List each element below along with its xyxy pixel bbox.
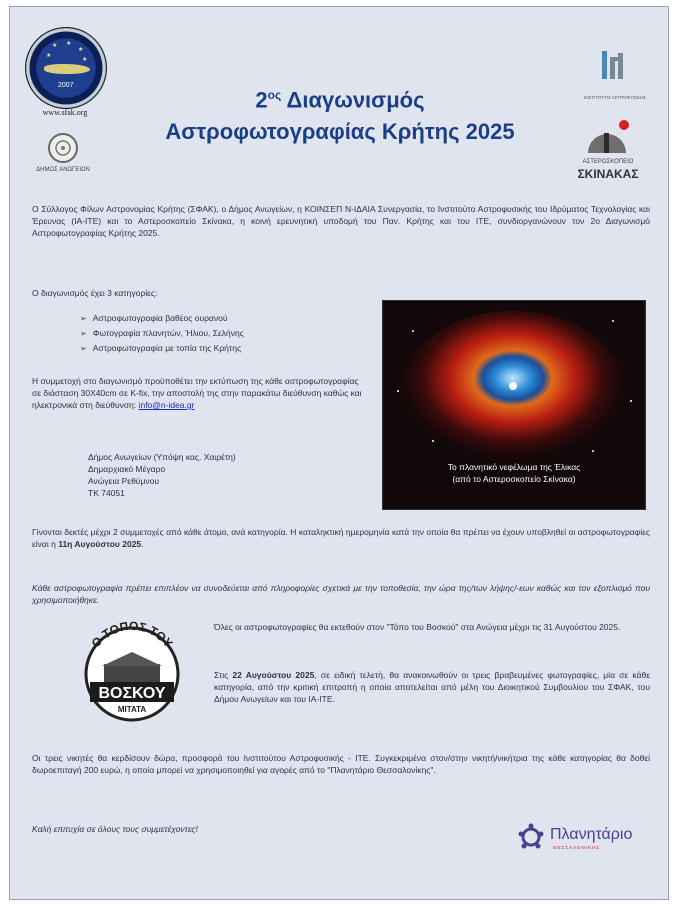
- address-line: Δημαρχιακό Μέγαρο: [88, 464, 166, 474]
- dimos-label: ΔΗΜΟΣ ΑΝΩΓΕΙΩΝ: [36, 167, 90, 173]
- deadline-date: 11η Αυγούστου 2025: [58, 539, 142, 549]
- list-item: ➢ Αστροφωτογραφία βαθέος ουρανού: [80, 313, 228, 323]
- planetarium-name: Πλανητάριο: [550, 826, 633, 843]
- categories-list: [80, 312, 350, 357]
- skinakas-label-small: ΑΣΤΕΡΟΣΚΟΠΕΙΟ: [582, 159, 634, 165]
- page-title: [120, 79, 560, 148]
- email-link[interactable]: info@n-idea.gr: [138, 400, 195, 410]
- logo-main-text: ΒΟΣΚΟΥ: [98, 685, 166, 702]
- star-icon: ★: [52, 43, 58, 49]
- crete-map-icon: [44, 64, 90, 74]
- logo-sub-text: ΜΙΤΑΤΑ: [117, 705, 147, 714]
- logo-top-text: Ο ΤΟΠΟΣ ΤΟΥ: [88, 618, 176, 651]
- info-paragraph: Κάθε αστροφωτογραφία πρέπει επιπλέον να συνοδεύεται από πληροφορίες σχετικά με την τοποθεσία, την ώρα της/των λήψης/-εων καθώς και τον εξοπλισμό που χρησιμοποιήθηκε.: [32, 583, 650, 605]
- skinakas-label-big: ΣΚΙΝΑΚΑΣ: [577, 167, 639, 181]
- arrow-bullet-icon: ➢: [80, 344, 87, 353]
- entries-paragraph: Γίνονται δεκτές μέχρι 2 συμμετοχές από κάθε άτομο, ανά κατηγορία. Η καταληκτική ημερομηνία κατά την οποία θα πρέπει να έχουν υποβληθεί οι αστροφωτογραφίες είναι η 11η Αυγούστου 2025.: [32, 527, 650, 549]
- title-ordinal: ος: [267, 88, 282, 102]
- list-item: ➢ Αστροφωτογραφία με τοπία της Κρήτης: [80, 343, 242, 353]
- sfak-url[interactable]: www.sfak.org: [42, 108, 88, 117]
- prizes-paragraph: Οι τρεις νικητές θα κερδίσουν δώρα, προσφορά του Ινστιτούτου Αστροφυσικής - ΙΤΕ. Συγκεκριμένα στον/στην νικητή/νικήτρια της κάθε κατηγορίας θα δοθεί δωροεπιταγή 200 ευρώ, η οποία μπορεί να χρησιμοποιηθεί για αγορές από το "Πλανητάριο Θεσσαλονίκης".: [32, 753, 650, 775]
- closing-text: Καλή επιτυχία σε όλους τους συμμετέχοντες!: [32, 824, 198, 834]
- entries-text: Γίνονται δεκτές μέχρι 2 συμμετοχές από κάθε άτομο, ανά κατηγορία. Η καταληκτική ημερομηνία κατά την οποία θα πρέπει να έχουν υποβληθεί οι αστροφωτογραφίες είναι η: [32, 527, 650, 549]
- mailing-address: [88, 451, 348, 499]
- title-line1: Διαγωνισμός: [281, 87, 425, 113]
- star-icon: ★: [78, 47, 84, 53]
- list-item: ➢ Φωτογραφία πλανητών, Ήλιου, Σελήνης: [80, 328, 244, 338]
- address-line: Ανώγεια Ρεθύμνου: [88, 476, 159, 486]
- logo-year: 2007: [58, 82, 74, 89]
- planetarium-logo-icon: [516, 822, 546, 852]
- iaite-logo-icon: [598, 49, 628, 81]
- star-icon: ★: [66, 41, 72, 47]
- intro-paragraph: Ο Σύλλογος Φίλων Αστρονομίας Κρήτης (ΣΦΑΚ), ο Δήμος Ανωγείων, η ΚΟΙΝΣΕΠ Ν-ΙΔΑΙΑ Συνεργασία, το Ινστιτούτο Αστροφυσικής του Ιδρύματος Τεχνολογίας και Έρευνας (ΙΑ-ΙΤΕ) και το Αστεροσκοπείο Σκίνακα, η κοινή ερευνητική υποδομή του Παν. Κρήτης και του ΙΤΕ, συνδιοργανώνουν τον 2ο Διαγωνισμό Αστροφωτογραφίας Κρήτης 2025.: [32, 204, 650, 238]
- topos-tou-voskou-logo: [72, 618, 192, 724]
- participation-paragraph: [32, 375, 362, 411]
- planetarium-sub: ΘΕΣΣΑΛΟΝΙΚΗΣ: [553, 845, 601, 850]
- ceremony-date: 22 Αυγούστου 2025: [232, 670, 315, 680]
- exhibit-paragraph: Όλες οι αστροφωτογραφίες θα εκτεθούν στον "Τόπο του Βοσκού" στα Ανώγεια μέχρι τις 31 Αυγούστου 2025.: [214, 622, 621, 632]
- iaite-label: ΙΝΣΤΙΤΟΥΤΟ ΑΣΤΡΟΦΥΣΙΚΗΣ: [583, 95, 647, 100]
- dimos-seal-icon: [48, 133, 78, 163]
- title-number: 2: [255, 87, 268, 113]
- image-caption: Το πλανητικό νεφέλωμα της Έλικας (από το Αστεροσκοπείο Σκίνακα): [447, 462, 581, 484]
- ceremony-paragraph: Στις 22 Αυγούστου 2025, σε ειδική τελετή, θα ανακοινωθούν οι τρεις βραβευμένες φωτογραφίες, μία σε κάθε κατηγορία, από την κριτική επιτροπή η οποία αποτελείται από μέλη του Διοικητικού Συμβουλίου του ΣΦΑΚ, του Δήμου Ανωγείων και του ΙΑ-ΙΤΕ.: [214, 670, 650, 704]
- star-icon: ★: [46, 53, 52, 59]
- address-line: Δήμος Ανωγείων (Υπόψη κας. Χαιρέτη): [88, 452, 236, 462]
- star-icon: ★: [82, 57, 88, 63]
- arrow-bullet-icon: ➢: [80, 329, 87, 338]
- participation-text: Η συμμετοχή στο διαγωνισμό προϋποθέτει την εκτύπωση της κάθε αστροφωτογραφίας σε διάσταση 30Χ40cm σε Κ-fix, την αποστολή της στην παρακάτω διεύθυνση καθώς και ηλεκτρονικά στη διεύθυνση:: [32, 376, 362, 410]
- helix-nebula-image: [382, 300, 646, 510]
- title-line2: Αστροφωτογραφίας Κρήτης 2025: [165, 119, 515, 145]
- poster-page: [9, 6, 669, 900]
- arrow-bullet-icon: ➢: [80, 314, 87, 323]
- sfak-logo: [25, 27, 107, 109]
- categories-intro: Ο διαγωνισμός έχει 3 κατηγορίες:: [32, 288, 158, 298]
- skinakas-observatory-icon: [584, 119, 630, 157]
- address-line: ΤΚ 74051: [88, 488, 125, 498]
